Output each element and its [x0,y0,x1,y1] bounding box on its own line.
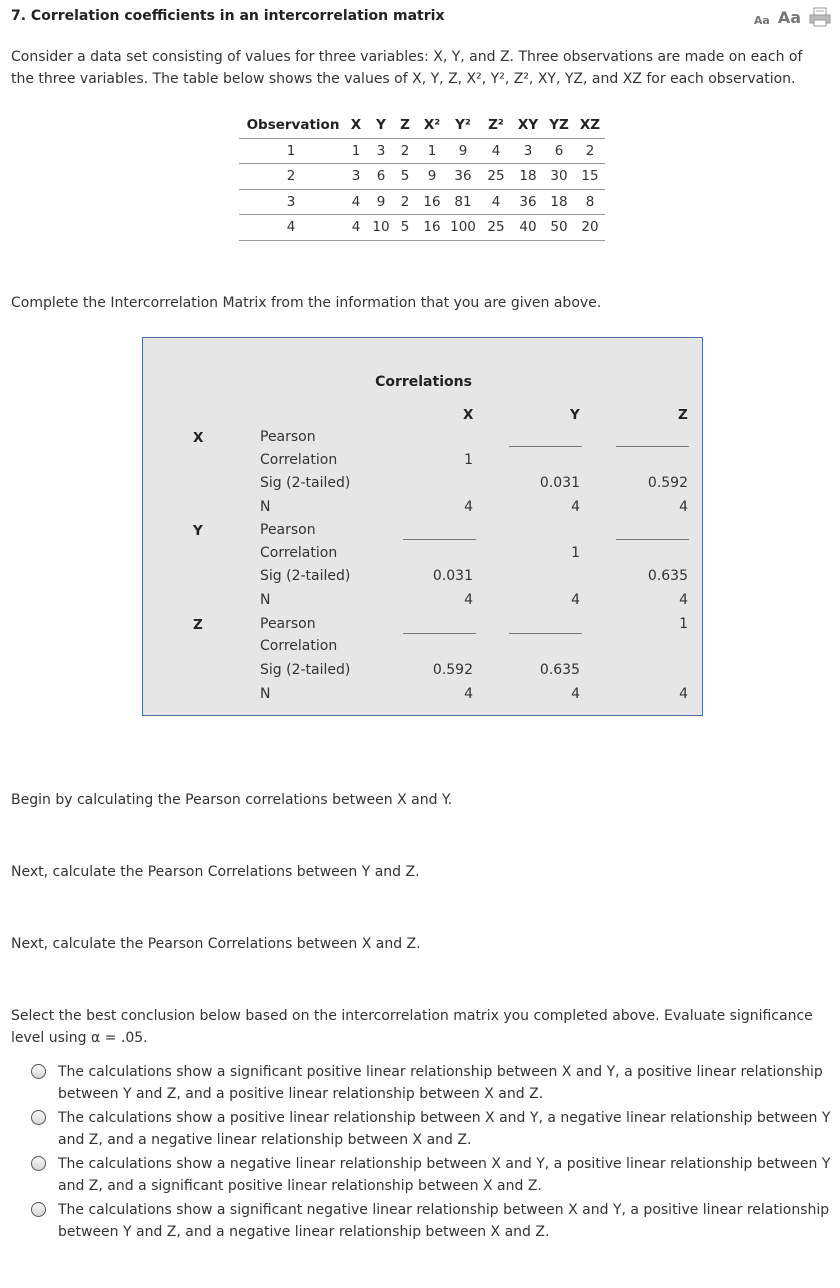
answer-option[interactable] [31,1153,838,1199]
stat-label-pearson: Pearson [260,616,316,632]
table-cell: 16 [417,189,447,215]
table-cell: 100 [447,215,479,241]
answer-options [31,1061,838,1245]
sig-xy: 0.031 [539,475,580,491]
correlation-matrix [142,337,703,716]
table-cell: 3 [369,138,393,164]
stat-label-correlation: Correlation [260,545,338,561]
table-cell: 2 [239,164,343,190]
sig-zx: 0.592 [432,662,473,678]
matrix-row-header-x: X [193,430,204,446]
table-cell: 5 [393,215,417,241]
table-cell: 2 [575,138,605,164]
table-cell: 6 [543,138,575,164]
corr-yx-answer-blank[interactable] [403,539,476,540]
stat-label-n: N [260,686,271,702]
option-text: The calculations show a significant positive linear relationship between X and Y, a positive linear relationship between Y and Z, and a positive linear relationship between X and Z. [58,1064,823,1102]
table-cell: 4 [479,138,513,164]
corr-zy-answer-blank[interactable] [509,633,582,634]
matrix-col-header-y: Y [570,407,580,423]
col-header: Y [369,112,393,138]
col-header: Observation [239,112,343,138]
table-cell: 4 [239,215,343,241]
table-cell: 4 [343,215,369,241]
data-table [239,112,605,241]
corr-xy-answer-blank[interactable] [509,446,582,447]
matrix-col-header-x: X [463,407,474,423]
option-text: The calculations show a significant negative linear relationship between X and Y, a positive linear relationship between Y and Z, and a negative linear relationship between X and Z. [58,1202,830,1240]
n-yz: 4 [679,592,688,608]
step-text: Next, calculate the Pearson Correlations between Y and Z. [11,864,420,880]
table-cell: 50 [543,215,575,241]
table-cell: 4 [343,189,369,215]
table-cell: 9 [417,164,447,190]
col-header: Y² [447,112,479,138]
corr-xz-answer-blank[interactable] [616,446,689,447]
matrix-row-header-z: Z [193,617,203,633]
toolbar [754,7,831,27]
col-header: XY [513,112,543,138]
table-cell: 9 [369,189,393,215]
corr-yz-answer-blank[interactable] [616,539,689,540]
increase-font-button[interactable]: Aa [777,8,801,27]
sig-xz: 0.592 [647,475,688,491]
table-cell: 18 [543,189,575,215]
table-cell: 3 [239,189,343,215]
answer-option[interactable] [31,1061,838,1107]
col-header: X² [417,112,447,138]
n-zy: 4 [571,686,580,702]
table-cell: 18 [513,164,543,190]
step-text: Next, calculate the Pearson Correlations between X and Z. [11,936,421,952]
answer-option[interactable] [31,1199,838,1245]
table-header-row [239,112,605,138]
radio-button[interactable] [31,1110,46,1125]
table-cell: 36 [513,189,543,215]
col-header: YZ [543,112,575,138]
stat-label-sig: Sig (2-tailed) [260,662,351,678]
table-cell: 3 [513,138,543,164]
print-icon[interactable] [809,7,831,27]
stat-label-sig: Sig (2-tailed) [260,475,351,491]
table-row [239,215,605,241]
sig-zy: 0.635 [539,662,580,678]
radio-button[interactable] [31,1156,46,1171]
table-cell: 25 [479,215,513,241]
table-cell: 4 [479,189,513,215]
table-row [239,164,605,190]
col-header: X [343,112,369,138]
matrix-title: Correlations [375,374,472,390]
table-cell: 20 [575,215,605,241]
table-cell: 2 [393,138,417,164]
matrix-col-header-z: Z [678,407,688,423]
decrease-font-button[interactable]: Aa [753,14,770,27]
table-cell: 1 [343,138,369,164]
table-cell: 6 [369,164,393,190]
option-text: The calculations show a positive linear relationship between X and Y, a negative linear relationship between Y and Z, and a negative linear relationship between X and Z. [58,1110,831,1148]
table-cell: 2 [393,189,417,215]
instruction-text: Complete the Intercorrelation Matrix from the information that you are given above. [11,295,602,311]
table-cell: 36 [447,164,479,190]
col-header: Z [393,112,417,138]
col-header: XZ [575,112,605,138]
step-text: Begin by calculating the Pearson correlations between X and Y. [11,792,453,808]
table-cell: 9 [447,138,479,164]
table-cell: 81 [447,189,479,215]
stat-label-correlation: Correlation [260,452,338,468]
intro-text: Consider a data set consisting of values for three variables: X, Y, and Z. Three observations are made on each of the three variables. The table below shows the values of X, Y, Z, X², Y², Z², XY, YZ, and XZ for each observation. [11,49,803,87]
corr-yy: 1 [571,545,580,561]
table-cell: 1 [239,138,343,164]
stat-label-n: N [260,499,271,515]
col-header: Z² [479,112,513,138]
n-yx: 4 [464,592,473,608]
table-cell: 8 [575,189,605,215]
table-cell: 40 [513,215,543,241]
sig-yx: 0.031 [432,568,473,584]
stat-label-sig: Sig (2-tailed) [260,568,351,584]
n-xy: 4 [571,499,580,515]
radio-button[interactable] [31,1064,46,1079]
sig-yz: 0.635 [647,568,688,584]
n-xz: 4 [679,499,688,515]
radio-button[interactable] [31,1202,46,1217]
table-cell: 1 [417,138,447,164]
corr-zz: 1 [679,616,688,632]
stat-label-n: N [260,592,271,608]
answer-option[interactable] [31,1107,838,1153]
stat-label-pearson: Pearson [260,429,316,445]
table-row [239,189,605,215]
matrix-row-header-y: Y [193,523,203,539]
n-zx: 4 [464,686,473,702]
table-cell: 16 [417,215,447,241]
table-cell: 3 [343,164,369,190]
table-cell: 30 [543,164,575,190]
stat-label-pearson: Pearson [260,522,316,538]
option-text: The calculations show a negative linear relationship between X and Y, a positive linear relationship between Y and Z, and a significant positive linear relationship between X and Z. [58,1156,831,1194]
conclusion-prompt: Select the best conclusion below based on the intercorrelation matrix you completed above. Evaluate significance level using α = .05. [11,1008,813,1046]
n-xx: 4 [464,499,473,515]
question-title: 7. Correlation coefficients in an intercorrelation matrix [11,8,445,24]
table-cell: 15 [575,164,605,190]
corr-xx: 1 [464,452,473,468]
question-header [11,7,831,29]
table-cell: 5 [393,164,417,190]
n-zz: 4 [679,686,688,702]
table-row [239,138,605,164]
stat-label-correlation: Correlation [260,638,338,654]
table-cell: 10 [369,215,393,241]
n-yy: 4 [571,592,580,608]
table-cell: 25 [479,164,513,190]
corr-zx-answer-blank[interactable] [403,633,476,634]
